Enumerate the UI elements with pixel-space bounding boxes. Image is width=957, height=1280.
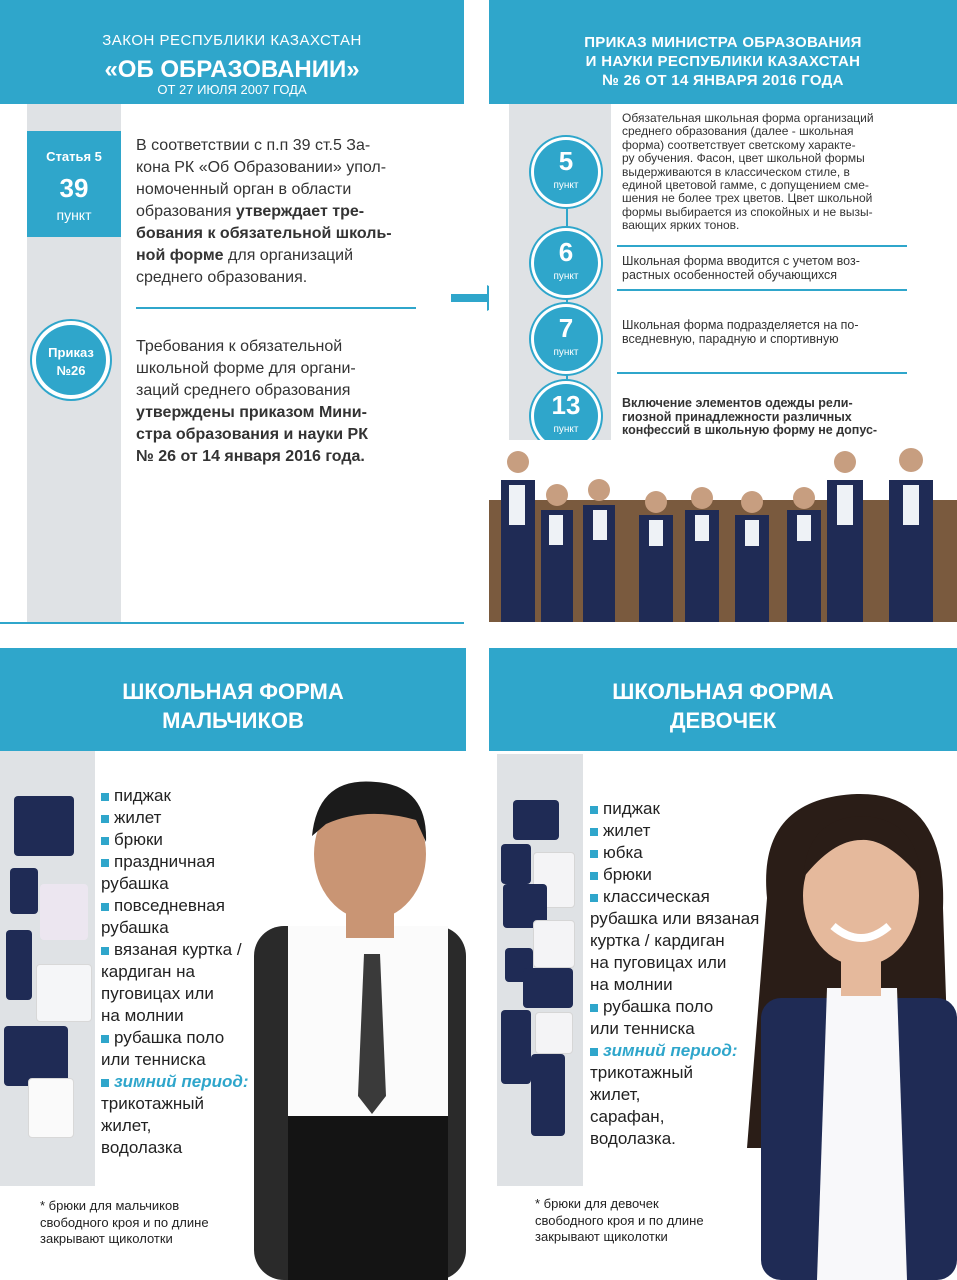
item-label: вязаная куртка / [114,940,242,959]
text-line: номоченный орган в области [136,181,352,198]
list-item [101,1027,249,1049]
text-span-bold: ной форме [136,247,224,264]
item-label: классическая [603,887,710,906]
bullet-icon [101,1035,109,1043]
divider [617,245,907,247]
text-line: среднего образования (далее - школьная [622,124,854,139]
trousers-icon [531,1054,565,1136]
point-number: 6 [558,237,574,267]
item-label: рубашка поло [114,1028,225,1047]
text-line: выдерживаются в классическом стиле, в [622,164,850,179]
bullet-icon [101,859,109,867]
item-label: рубашка [101,874,169,893]
item-label: кардиган на [101,962,195,981]
text-line: гиозной принадлежности различных [622,409,852,424]
trousers-icon [6,930,32,1000]
text-line: * брюки для девочек [535,1196,659,1211]
law-title-line1: ЗАКОН РЕСПУБЛИКИ КАЗАХСТАН [102,32,362,49]
point-13-badge [534,384,598,448]
dress-shirt-icon [40,884,88,940]
text-span: для организаций [223,247,354,264]
girls-title-line2: ДЕВОЧЕК [669,708,777,733]
item-label: пиджак [114,786,171,805]
point-7-badge [534,307,598,371]
order-header [489,0,957,104]
girls-title-line1: ШКОЛЬНАЯ ФОРМА [612,679,834,704]
list-item [101,785,249,807]
item-label: на молнии [590,975,673,994]
point-label: пункт [553,424,579,435]
text-line: В соответствии с п.п 39 ст.5 За- [136,137,371,154]
text-line: стра образования и науки РК [136,426,368,443]
point-label: пункт [553,180,579,191]
list-item [101,939,249,961]
point-number: 13 [551,390,581,420]
article-badge [27,131,121,237]
item-label: трикотажный [101,1094,204,1113]
text-span: образования [136,203,236,220]
law-header [0,0,464,104]
item-label: праздничная [114,852,216,871]
point-number: 5 [558,146,574,176]
text-line: кона РК «Об Образовании» упол- [136,159,387,176]
text-line: Обязательная школьная форма организаций [622,111,874,125]
item-label: повседневная [114,896,225,915]
order-badge [36,325,106,395]
text-line: свободного кроя и по длине [535,1212,704,1228]
item-label: водолазка. [590,1129,676,1148]
item-label: жилет, [101,1116,152,1135]
list-item [101,1071,249,1093]
article-number: 39 [59,173,89,203]
point-6-text [622,255,904,282]
item-label: жилет, [590,1085,641,1104]
text-line: растных особенностей обучающихся [622,267,838,282]
order-title-line3: № 26 ОТ 14 ЯНВАРЯ 2016 ГОДА [602,72,844,89]
vest-icon [501,844,531,884]
text-line: вседневную, парадную и спортивную [622,331,839,346]
article-label: Статья 5 [46,149,102,164]
point-number: 7 [558,313,574,343]
point-7-text [622,319,904,346]
list-item [101,895,249,917]
text-line: единой цветовой гамме, с допущением сме- [622,178,869,193]
list-item [101,807,249,829]
list-item [590,886,759,908]
boys-uniform-panel [0,648,466,1280]
item-label: трикотажный [590,1063,693,1082]
bullet-icon [101,947,109,955]
text-line: заций среднего образования [136,382,351,399]
order-panel [489,0,957,622]
bullet-icon [101,793,109,801]
law-date: ОТ 27 ИЮЛЯ 2007 ГОДА [157,82,307,97]
text-line: утверждены приказом Мини- [136,404,367,421]
text-line: формы выбирается из спокойных и не вызы- [622,204,873,219]
point-label: пункт [553,271,579,282]
text-line: Школьная форма вводится с учетом воз- [622,254,860,268]
text-line: Требования к обязательной [136,338,343,355]
bullet-icon [590,828,598,836]
article-point-label: пункт [56,207,92,223]
boys-footnote [40,1198,209,1248]
list-item [590,820,759,842]
girls-uniform-panel [489,648,957,1280]
order-title-line2: И НАУКИ РЕСПУБЛИКИ КАЗАХСТАН [585,53,861,70]
vest-icon [10,868,38,914]
text-line: ру обучения. Фасон, цвет школьной формы [622,151,865,166]
text-line: школьной форме для органи- [136,360,356,377]
law-paragraph-2 [136,336,416,468]
bullet-icon [101,837,109,845]
item-label: брюки [114,830,163,849]
point-5-text [622,112,904,233]
item-label: сарафан, [590,1107,665,1126]
polo-shirt-icon [28,1078,74,1138]
text-line: Школьная форма подразделяется на по- [622,318,859,332]
blazer-icon [14,796,74,856]
boys-items-list [101,785,249,1159]
list-item [590,842,759,864]
item-label: юбка [603,843,643,862]
text-line: конфессий в школьную форму не допус- [622,423,878,437]
bullet-icon [101,903,109,911]
bullet-icon [590,1004,598,1012]
list-item [590,1040,759,1062]
girls-items-list [590,798,759,1150]
text-line [136,201,416,223]
item-label: брюки [603,865,652,884]
divider [136,307,416,309]
point-5-badge [534,140,598,204]
boys-title-line2: МАЛЬЧИКОВ [162,708,304,733]
bullet-icon [590,894,598,902]
text-line: форма) соответствует светскому характе- [622,137,856,152]
text-line: закрывают щиколотки [535,1229,668,1244]
list-item [101,851,249,873]
bullet-icon [101,1079,109,1087]
text-line: закрывают щиколотки [40,1231,173,1246]
order-number: №26 [56,363,86,378]
pleated-skirt-icon [523,968,573,1008]
divider [617,289,907,291]
bullet-icon [590,872,598,880]
shirt-icon [533,920,575,968]
item-label: пиджак [603,799,660,818]
text-line: среднего образования. [136,269,308,286]
list-item [590,798,759,820]
girls-header [489,648,957,751]
cardigan-icon [4,1026,68,1086]
bullet-icon [590,806,598,814]
list-item [101,829,249,851]
winter-label: зимний период: [603,1041,738,1060]
winter-label: зимний период: [114,1072,249,1091]
point-label: пункт [553,347,579,358]
item-label: на пуговицах или [590,953,727,972]
girls-footnote [535,1196,704,1246]
text-line [136,245,416,267]
boys-title-line1: ШКОЛЬНАЯ ФОРМА [122,679,344,704]
order-title-line1: ПРИКАЗ МИНИСТРА ОБРАЗОВАНИЯ [584,34,862,51]
item-label: жилет [114,808,162,827]
boys-header [0,648,466,751]
law-paragraph-1 [136,135,416,289]
list-item [590,864,759,886]
item-label: рубашка или вязаная [590,909,760,928]
order-label: Приказ [48,345,94,360]
divider [617,372,907,374]
polo-shirt-icon [535,1012,573,1054]
item-label: рубашка [101,918,169,937]
text-line: бования к обязательной школь- [136,225,392,242]
bullet-icon [590,1048,598,1056]
item-label: рубашка поло [603,997,714,1016]
item-label: водолазка [101,1138,183,1157]
text-line: Включение элементов одежды рели- [622,396,853,410]
point-6-badge [534,231,598,295]
item-label: или тенниска [101,1050,206,1069]
law-title-line2: «ОБ ОБРАЗОВАНИИ» [104,56,360,83]
text-line: № 26 от 14 января 2016 года. [136,448,365,465]
law-panel [0,0,464,624]
bullet-icon [101,815,109,823]
item-label: жилет [603,821,651,840]
item-label: на молнии [101,1006,184,1025]
text-span-bold: утверждает тре- [235,203,365,220]
blazer-icon [513,800,559,840]
students-photo [489,440,957,622]
item-label: куртка / кардиган [590,931,725,950]
sundress-icon [501,1010,531,1084]
text-line: * брюки для мальчиков [40,1198,180,1213]
bullet-icon [590,850,598,858]
girl-photo [737,788,957,1280]
text-line: свободного кроя и по длине [40,1214,209,1230]
boy-photo [236,776,466,1280]
list-item [590,996,759,1018]
text-line: шения не более трех цветов. Цвет школьной [622,191,873,206]
casual-shirt-icon [36,964,92,1022]
item-label: пуговицах или [101,984,214,1003]
item-label: или тенниска [590,1019,695,1038]
text-line: вающих ярких тонов. [622,218,740,233]
